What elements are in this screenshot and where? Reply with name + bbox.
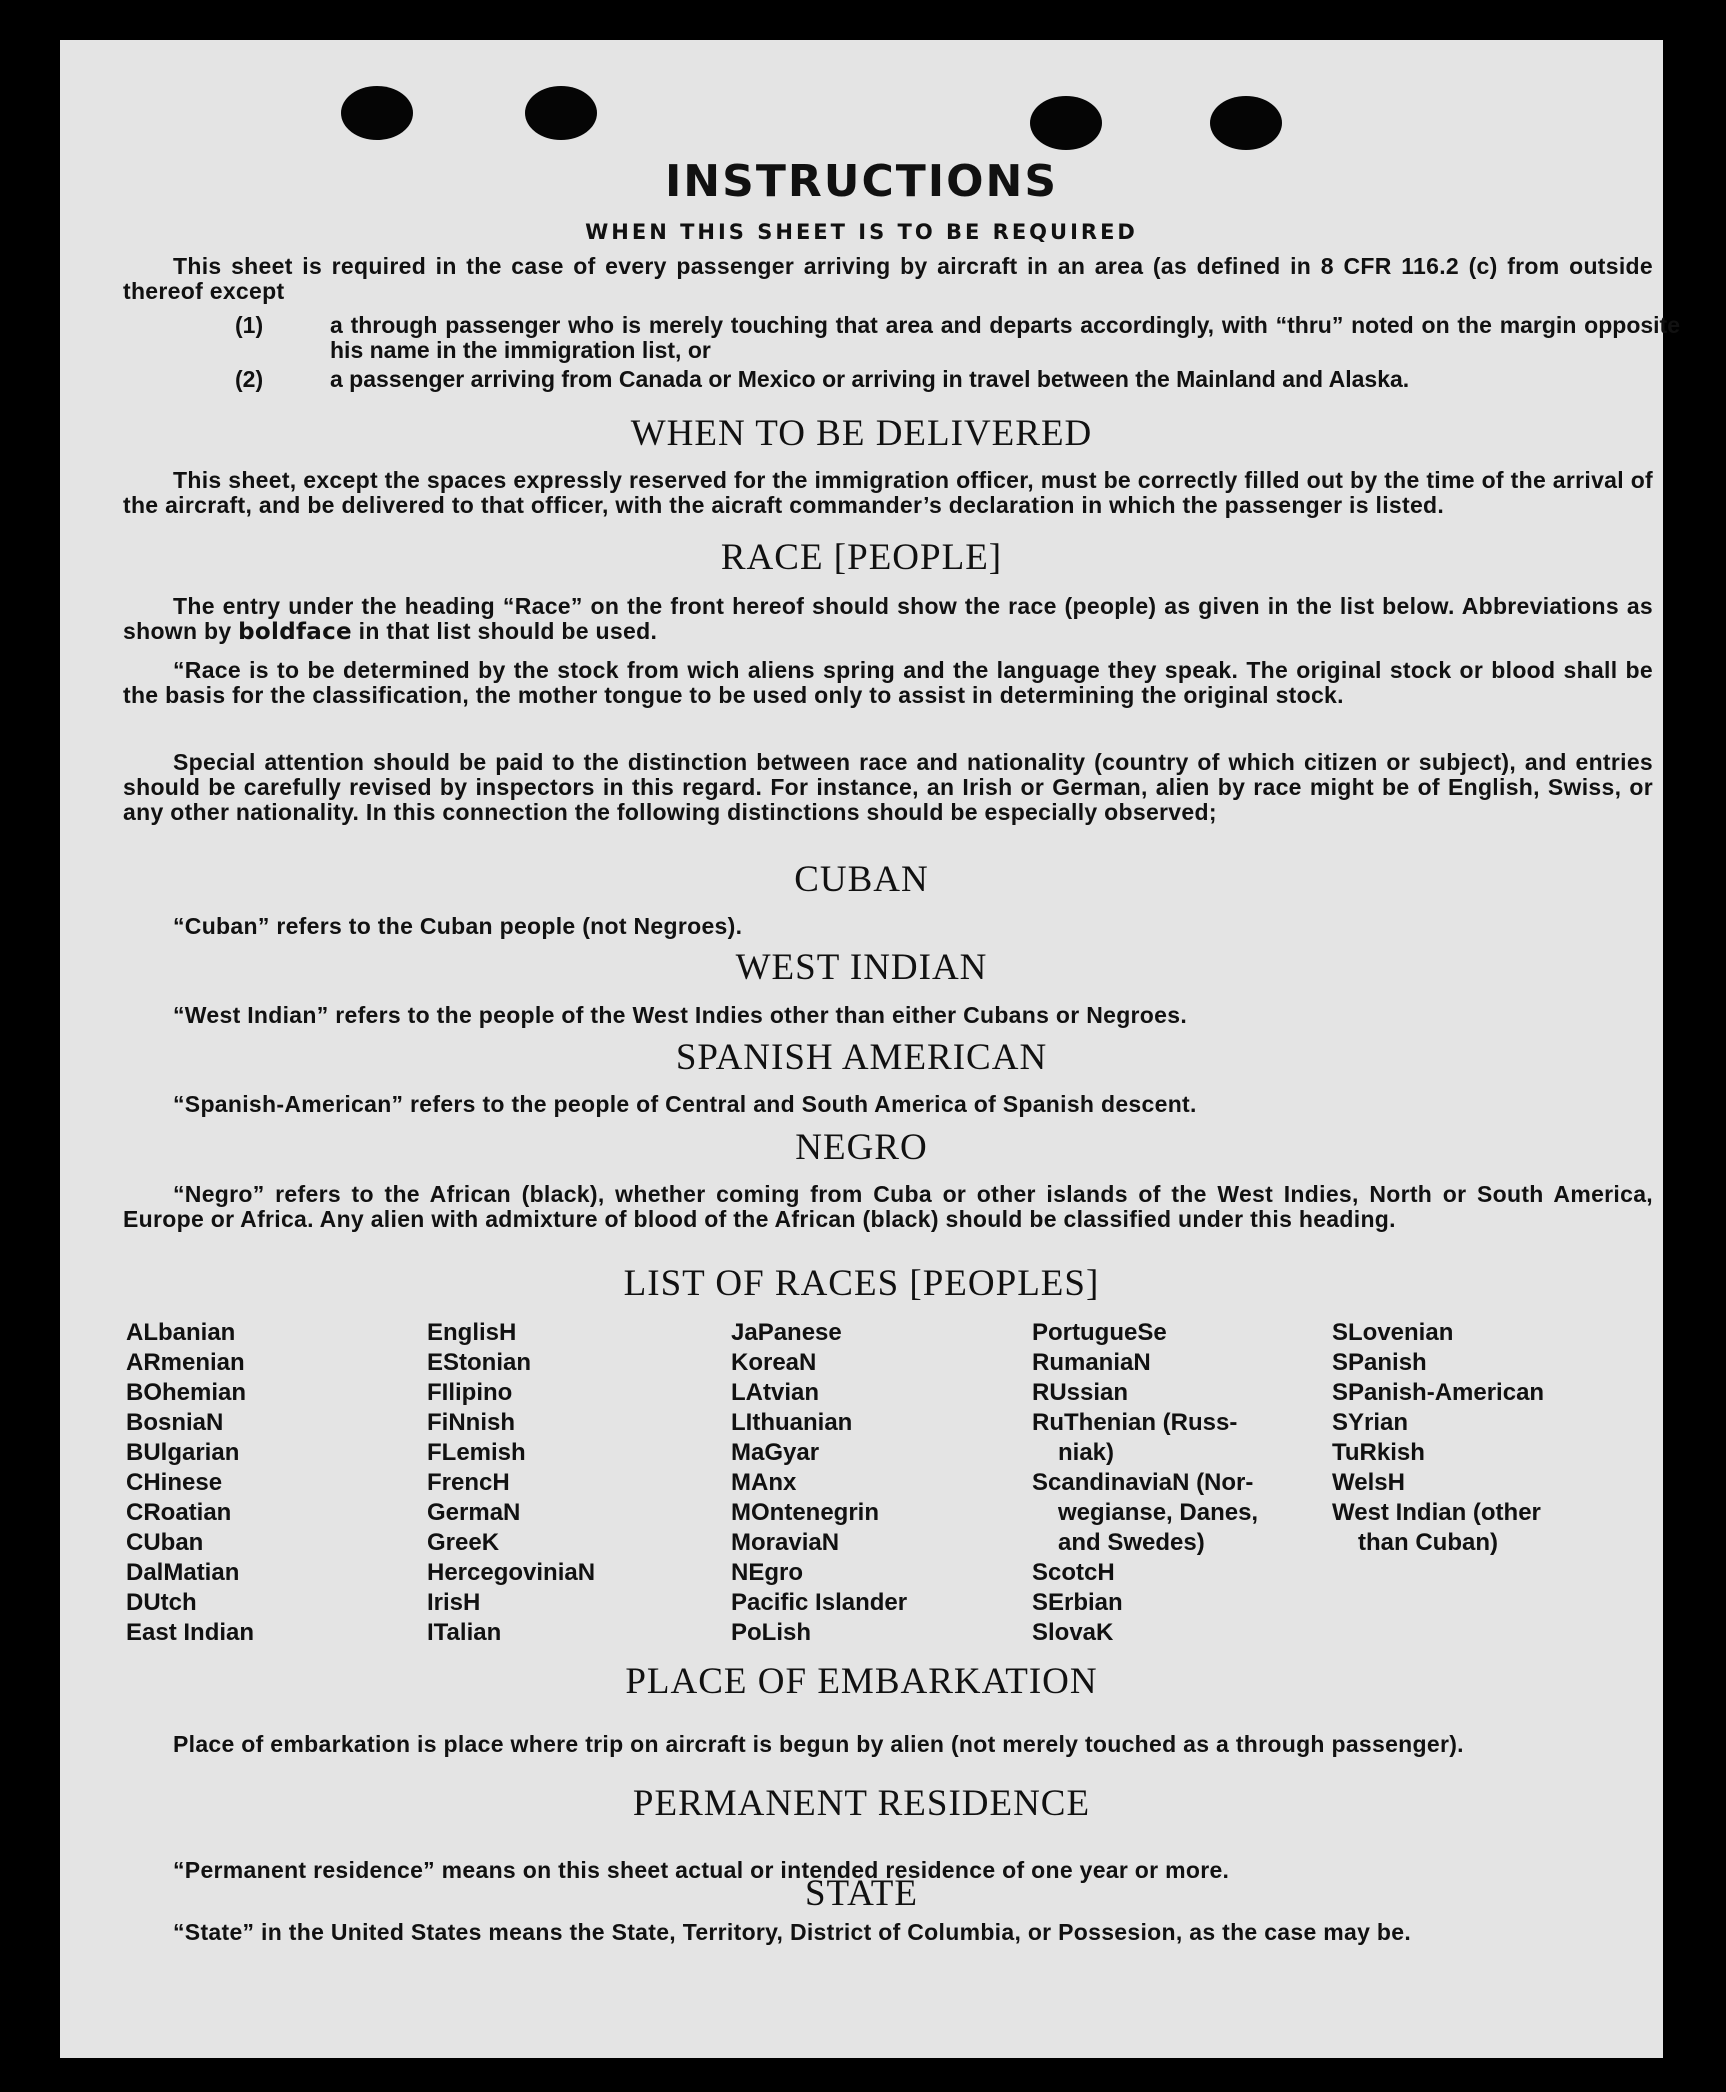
embarkation-heading: PLACE OF EMBARKATION bbox=[625, 1661, 1098, 1702]
races-column-1 bbox=[126, 1318, 254, 1648]
when-delivered-heading: WHEN TO BE DELIVERED bbox=[630, 413, 1093, 454]
race-entry: IrisH bbox=[427, 1589, 481, 1616]
spanish-american-heading: SPANISH AMERICAN bbox=[675, 1037, 1048, 1078]
race-entry: BUlgarian bbox=[126, 1439, 240, 1466]
state-text: “State” in the United States means the State, Territory, District of Columbia, or Possesion, as the case may be. bbox=[173, 1919, 1412, 1945]
race-entry: SErbian bbox=[1032, 1589, 1123, 1616]
race-entry: MOntenegrin bbox=[731, 1499, 879, 1526]
punch-hole bbox=[1030, 96, 1102, 150]
race-entry: JaPanese bbox=[731, 1319, 842, 1346]
race-entry: SLovenian bbox=[1332, 1319, 1454, 1346]
race-entry: RumaniaN bbox=[1032, 1349, 1151, 1376]
races-column-4 bbox=[1032, 1318, 1258, 1648]
negro-text: “Negro” refers to the African (black), whether coming from Cuba or other islands of the West Indies, North or South America, Europe or Africa. Any alien with admixture of blood of the African (black) should be classified under this heading. bbox=[123, 1181, 1653, 1232]
residence-text: “Permanent residence” means on this sheet actual or intended residence of one year or more. bbox=[173, 1857, 1230, 1883]
race-entry: WelsH bbox=[1332, 1469, 1405, 1496]
race-entry: GermaN bbox=[427, 1499, 521, 1526]
west-indian-heading: WEST INDIAN bbox=[735, 947, 988, 988]
race-entry: RuThenian (Russ- bbox=[1032, 1409, 1238, 1436]
race-entry: SYrian bbox=[1332, 1409, 1409, 1436]
race-entry-continued: than Cuban) bbox=[1358, 1529, 1498, 1556]
cuban-text: “Cuban” refers to the Cuban people (not Negroes). bbox=[173, 913, 743, 939]
races-column-5 bbox=[1332, 1318, 1544, 1558]
race-paragraph-1-start: The entry under the heading “Race” on the front hereof should show the race (people) as given in the list below. Abbreviations as shown by bbox=[123, 593, 1653, 644]
negro-heading: NEGRO bbox=[795, 1127, 928, 1168]
race-entry: SlovaK bbox=[1032, 1619, 1114, 1646]
races-column-3 bbox=[731, 1318, 907, 1648]
race-entry: ALbanian bbox=[126, 1319, 236, 1346]
race-entry-continued: niak) bbox=[1058, 1439, 1115, 1466]
race-entry: PoLish bbox=[731, 1619, 812, 1646]
state-heading: STATE bbox=[804, 1873, 919, 1914]
race-entry: MAnx bbox=[731, 1469, 797, 1496]
when-required-intro: This sheet is required in the case of every passenger arriving by aircraft in an area (as defined in 8 CFR 116.2 (c) from outside thereof except bbox=[123, 253, 1653, 304]
race-entry: HercegoviniaN bbox=[427, 1559, 596, 1586]
race-entry: TuRkish bbox=[1332, 1439, 1425, 1466]
race-entry-continued: and Swedes) bbox=[1058, 1529, 1205, 1556]
race-paragraph-1-end: in that list should be used. bbox=[358, 618, 658, 644]
race-entry: SPanish bbox=[1332, 1349, 1427, 1376]
when-delivered-text: This sheet, except the spaces expressly reserved for the immigration officer, must be correctly filled out by the time of the arrival of the aircraft, and be delivered to that officer, with the aicraft commander’s declaration in which the passenger is listed. bbox=[123, 467, 1653, 518]
race-entry: NEgro bbox=[731, 1559, 803, 1586]
exception-text: a through passenger who is merely touching that area and departs accordingly, with “thru” noted on the margin opposite his name in the immigration list, or bbox=[330, 312, 1680, 363]
race-entry: SPanish-American bbox=[1332, 1379, 1545, 1406]
race-entry: East Indian bbox=[126, 1619, 255, 1646]
race-entry: EStonian bbox=[427, 1349, 532, 1376]
document-sheet bbox=[60, 40, 1680, 2058]
races-column-2 bbox=[427, 1318, 595, 1648]
race-entry: ITalian bbox=[427, 1619, 502, 1646]
punch-hole bbox=[1210, 96, 1282, 150]
race-entry: FrencH bbox=[427, 1469, 510, 1496]
race-entry: FIlipino bbox=[427, 1379, 513, 1406]
race-entry: Pacific Islander bbox=[731, 1589, 908, 1616]
race-entry: RUssian bbox=[1032, 1379, 1129, 1406]
spanish-american-text: “Spanish-American” refers to the people of Central and South America of Spanish descent. bbox=[173, 1091, 1197, 1117]
west-indian-text: “West Indian” refers to the people of the West Indies other than either Cubans or Negroes. bbox=[173, 1002, 1188, 1028]
race-entry: LIthuanian bbox=[731, 1409, 853, 1436]
race-entry: LAtvian bbox=[731, 1379, 820, 1406]
race-entry: BosniaN bbox=[126, 1409, 224, 1436]
race-entry: DUtch bbox=[126, 1589, 197, 1616]
race-entry: MoraviaN bbox=[731, 1529, 840, 1556]
races-list-heading: LIST OF RACES [PEOPLES] bbox=[623, 1263, 1100, 1304]
race-entry: ScandinaviaN (Nor- bbox=[1032, 1469, 1254, 1496]
race-entry: CUban bbox=[126, 1529, 204, 1556]
race-entry: ScotcH bbox=[1032, 1559, 1115, 1586]
race-entry: FiNnish bbox=[427, 1409, 515, 1436]
race-entry: EnglisH bbox=[427, 1319, 517, 1346]
race-entry: CHinese bbox=[126, 1469, 223, 1496]
race-paragraph-2: “Race is to be determined by the stock from wich aliens spring and the language they speak. The original stock or blood shall be the basis for the classification, the mother tongue to be used only to assist in determining the original stock. bbox=[123, 657, 1653, 708]
punch-hole bbox=[341, 86, 413, 140]
race-entry-continued: wegianse, Danes, bbox=[1058, 1499, 1259, 1526]
race-entry: GreeK bbox=[427, 1529, 500, 1556]
race-entry: ARmenian bbox=[126, 1349, 245, 1376]
page-title: INSTRUCTIONS bbox=[664, 156, 1059, 207]
exception-text: a passenger arriving from Canada or Mexico or arriving in travel between the Mainland and Alaska. bbox=[330, 366, 1410, 392]
race-entry: FLemish bbox=[427, 1439, 526, 1466]
race-heading: RACE [PEOPLE] bbox=[720, 537, 1003, 578]
race-paragraph-1 bbox=[123, 594, 1653, 645]
cuban-heading: CUBAN bbox=[794, 859, 929, 900]
race-entry: PortugueSe bbox=[1032, 1319, 1167, 1346]
race-entry: West Indian (other bbox=[1332, 1499, 1541, 1526]
race-entry: MaGyar bbox=[731, 1439, 820, 1466]
race-entry: BOhemian bbox=[126, 1379, 247, 1406]
when-required-heading: WHEN THIS SHEET IS TO BE REQUIRED bbox=[585, 220, 1138, 244]
punch-hole bbox=[525, 86, 597, 140]
race-paragraph-3: Special attention should be paid to the distinction between race and nationality (country of which citizen or subject), and entries should be carefully revised by inspectors in this regard. For instance, an Irish or German, alien by race might be of English, Swiss, or any other nationality. In this connection the following distinctions should be especially observed; bbox=[123, 749, 1653, 825]
embarkation-text: Place of embarkation is place where trip on aircraft is begun by alien (not merely touched as a through passenger). bbox=[173, 1731, 1464, 1757]
residence-heading: PERMANENT RESIDENCE bbox=[632, 1783, 1091, 1824]
exception-number: (2) bbox=[235, 366, 264, 392]
race-entry: KoreaN bbox=[731, 1349, 817, 1376]
race-entry: DalMatian bbox=[126, 1559, 240, 1586]
race-entry: CRoatian bbox=[126, 1499, 232, 1526]
exception-number: (1) bbox=[235, 312, 264, 338]
boldface-term: boldface bbox=[238, 619, 352, 645]
